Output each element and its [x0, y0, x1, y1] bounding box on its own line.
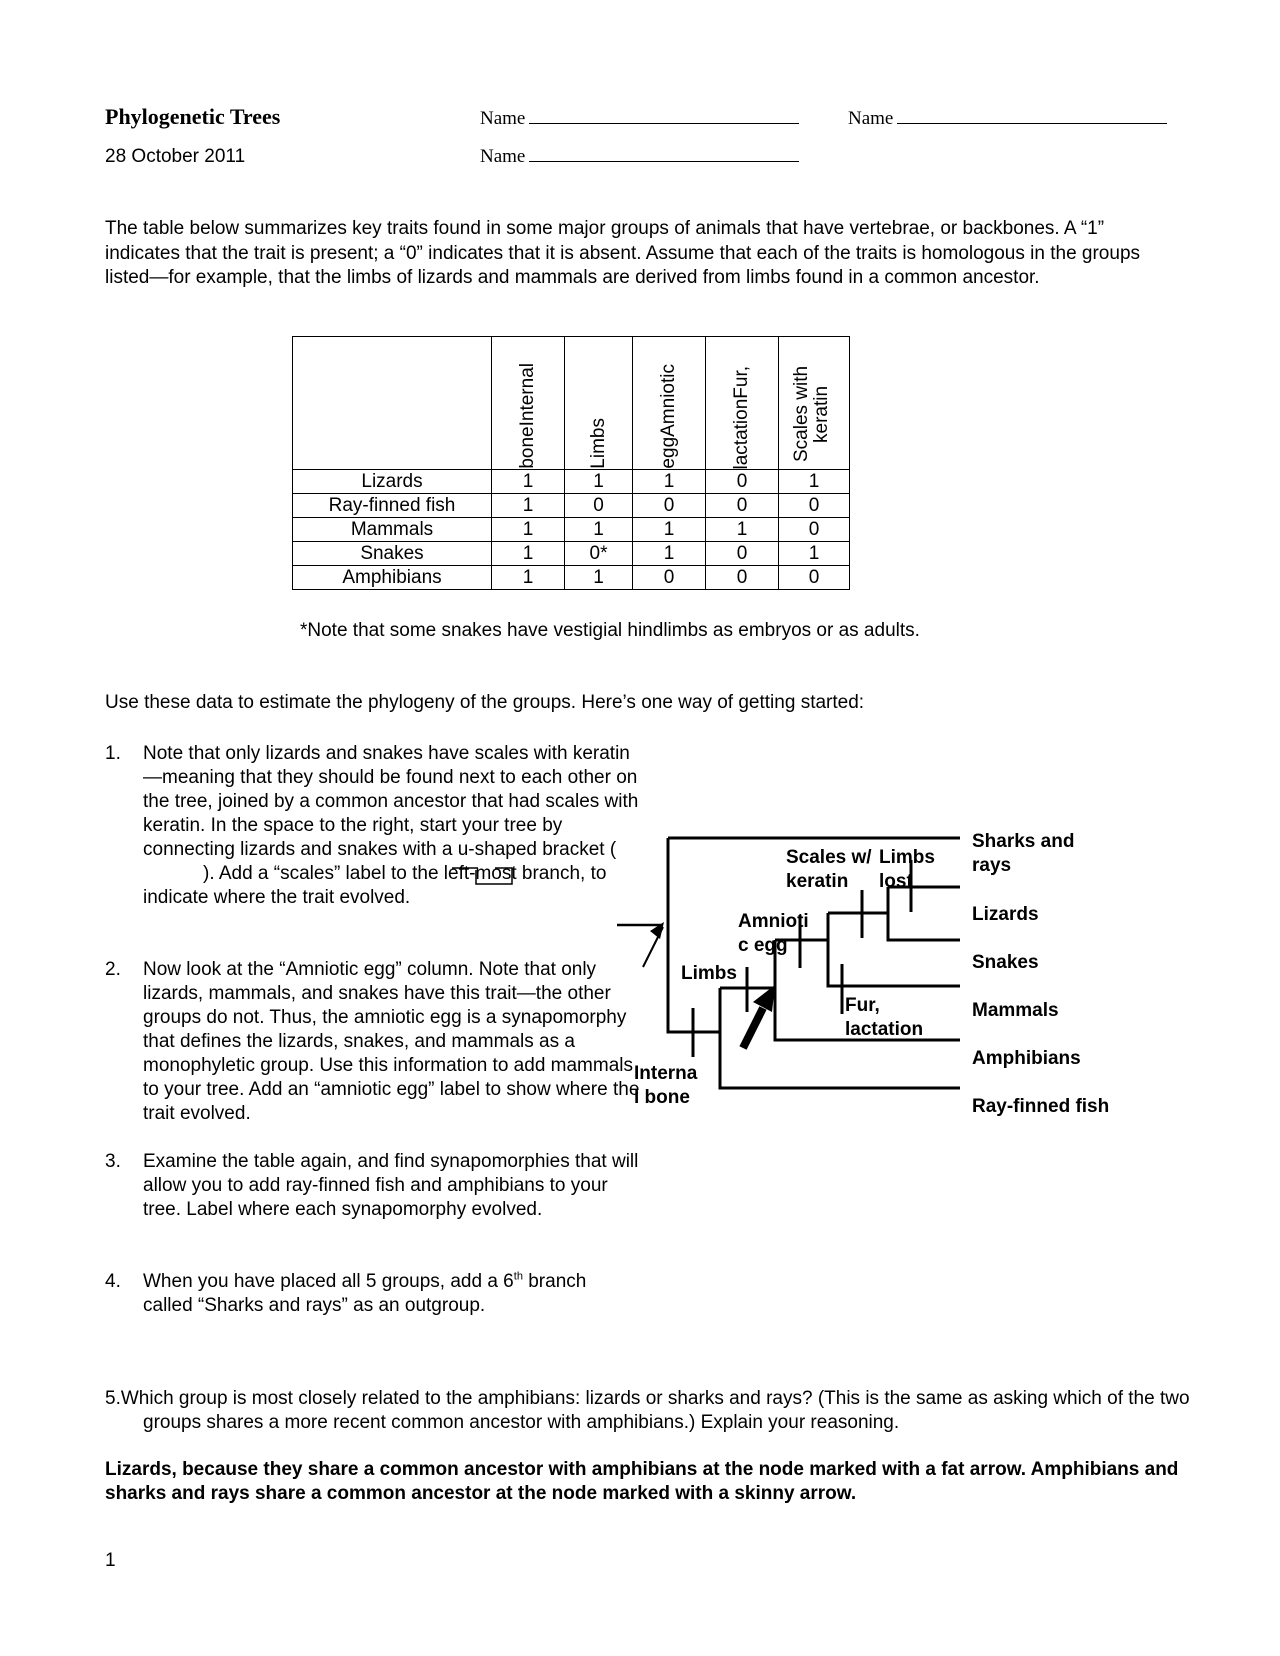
bracket-mark [476, 868, 512, 884]
tree-branch [828, 913, 960, 986]
superscript: th [513, 1270, 523, 1283]
value-cell: 0 [706, 542, 779, 566]
trait-label-limbs: Limbs [681, 963, 737, 984]
name-label: Name [480, 108, 526, 129]
trait-label-amniotic-egg: Amniotic egg [738, 911, 809, 956]
trait-label-scales: Scales w/keratin [786, 847, 872, 892]
tree-branch [668, 838, 720, 1032]
answer-text: Lizards, because they share a common ancestor with amphibians at the node marked with a fat arrow. Amphibians and sharks and rays share a common ancestor at the node marked with a skinny arrow. [105, 1459, 1179, 1504]
table-note: *Note that some snakes have vestigial hindlimbs as embryos or as adults. [300, 620, 920, 641]
fat-arrow-shaft [743, 1008, 763, 1048]
group-cell: Amphibians [293, 566, 492, 590]
value-cell: 0 [706, 566, 779, 590]
group-cell: Snakes [293, 542, 492, 566]
trait-label-fur-lactation: Fur, lactation [845, 995, 924, 1040]
name-label: Name [848, 108, 894, 129]
value-cell: 1 [565, 566, 633, 590]
trait-label-limbs-lost: Limbs lost [879, 847, 935, 892]
tree-branch [888, 887, 960, 940]
value-cell: 0 [633, 566, 706, 590]
taxon-label: Snakes [972, 952, 1039, 973]
step-text: Now look at the “Amniotic egg” column. Note that only lizards, mammals, and snakes have this trait—the other groups do not. Thus, the amniotic egg is a synapomorphy that defines the lizards, snakes, and mammals as a monophyletic group. Use this information to add mammals to your tree. Add an “amniotic egg” label to show where the trait evolved. [143, 959, 640, 1124]
value-cell: 1 [492, 566, 565, 590]
step-text: ). Add a “scales” label to the left-most branch, to indicate where the trait evolved. [143, 863, 607, 908]
intro-paragraph: The table below summarizes key traits found in some major groups of animals that have vertebrae, or backbones. A “1” indicates that the trait is present; a “0” indicates that it is absent. Assume that each of the traits is homologous in the groups listed—for example, that the limbs of lizards and mammals are derived from limbs found in a common ancestor. [105, 218, 1141, 288]
taxon-label: Sharks and rays [972, 831, 1075, 876]
step-number: 2. [105, 959, 121, 980]
value-cell: 1 [633, 542, 706, 566]
step-number: 1. [105, 743, 121, 764]
step-text: Examine the table again, and find synapomorphies that will allow you to add ray-finned fish and amphibians to your tree. Label where each synapomorphy evolved. [143, 1151, 639, 1220]
column-header-label: eggAmniotic [658, 364, 679, 469]
value-cell: 0* [565, 542, 633, 566]
value-cell: 1 [633, 470, 706, 494]
taxon-label: Lizards [972, 904, 1039, 925]
page-number: 1 [105, 1550, 116, 1571]
value-cell: 1 [633, 518, 706, 542]
value-cell: 1 [565, 518, 633, 542]
column-header-label: Scales with keratin [791, 365, 832, 463]
value-cell: 0 [779, 566, 850, 590]
column-header-label: boneInternal [517, 363, 538, 469]
step-text: When you have placed all 5 groups, add a 6 [143, 1271, 514, 1292]
value-cell: 0 [706, 470, 779, 494]
taxon-label: Mammals [972, 1000, 1059, 1021]
value-cell: 1 [779, 470, 850, 494]
value-cell: 0 [565, 494, 633, 518]
value-cell: 1 [492, 518, 565, 542]
name-label: Name [480, 146, 526, 167]
value-cell: 1 [492, 470, 565, 494]
value-cell: 0 [706, 494, 779, 518]
step-text: Note that only lizards and snakes have scales with keratin—meaning that they should be found next to each other on the tree, joined by a common ancestor that had scales with keratin. In the space to the right, start your tree by connecting lizards and snakes with a u-shaped bracket ( [143, 743, 639, 860]
page-title: Phylogenetic Trees [105, 104, 281, 129]
group-cell: Lizards [293, 470, 492, 494]
value-cell: 0 [779, 494, 850, 518]
group-cell: Mammals [293, 518, 492, 542]
step-text: branch called “Sharks and rays” as an outgroup. [143, 1271, 587, 1316]
column-header-label: Limbs [587, 418, 609, 469]
value-cell: 0 [633, 494, 706, 518]
date: 28 October 2011 [105, 146, 246, 167]
value-cell: 0 [779, 518, 850, 542]
taxon-label: Amphibians [972, 1048, 1081, 1069]
column-header-label: lactationFur, [731, 365, 752, 469]
value-cell: 1 [565, 470, 633, 494]
taxon-label: Ray-finned fish [972, 1096, 1110, 1117]
value-cell: 1 [492, 542, 565, 566]
step-number: 4. [105, 1271, 121, 1292]
question-5: 5.Which group is most closely related to the amphibians: lizards or sharks and rays? (This is the same as asking which of the two groups shares a more recent common ancestor with amphibians.) Explain your reasoning. [105, 1388, 1190, 1433]
step-number: 3. [105, 1151, 121, 1172]
value-cell: 1 [706, 518, 779, 542]
trait-label-internal-bone: Internal bone [634, 1063, 698, 1108]
value-cell: 1 [492, 494, 565, 518]
instructions-intro: Use these data to estimate the phylogeny of the groups. Here’s one way of getting started: [105, 692, 865, 713]
group-cell: Ray-finned fish [293, 494, 492, 518]
value-cell: 1 [779, 542, 850, 566]
